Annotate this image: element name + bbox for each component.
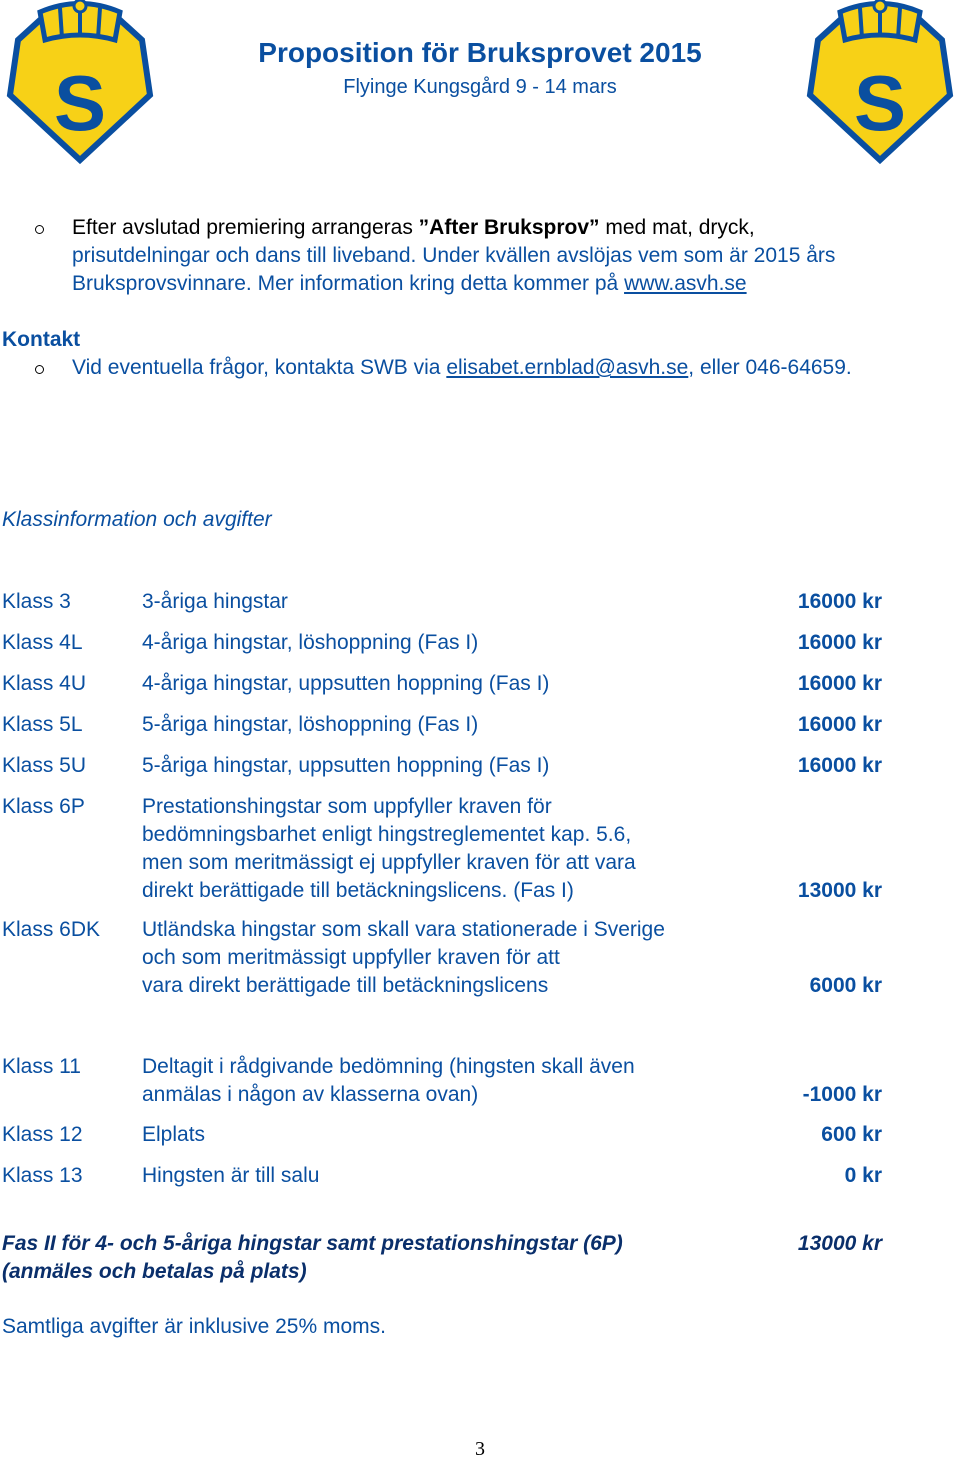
intro-line-2: prisutdelningar och dans till liveband. Under kvällen avslöjas vem som är 2015 års bbox=[72, 244, 836, 267]
class-description: vara direkt berättigade till betäckningslicens bbox=[142, 974, 549, 997]
fas-ii-line-2: (anmäles och betalas på plats) bbox=[2, 1260, 307, 1283]
page-title: Proposition för Bruksprovet 2015 bbox=[258, 37, 702, 68]
fas-ii-fee: 13000 kr bbox=[797, 1232, 882, 1255]
class-description: Elplats bbox=[142, 1123, 206, 1146]
intro-text: Bruksprovsvinnare. Mer information kring detta kommer på bbox=[72, 272, 625, 295]
intro-text: Efter avslutad premiering arrangeras bbox=[72, 216, 419, 239]
class-description: direkt berättigade till betäckningslicens. (Fas I) bbox=[142, 879, 574, 902]
contact-text: Vid eventuella frågor, kontakta SWB via bbox=[72, 356, 447, 379]
class-fee: 0 kr bbox=[844, 1164, 882, 1187]
vat-note: Samtliga avgifter är inklusive 25% moms. bbox=[2, 1315, 386, 1338]
class-description: och som meritmässigt uppfyller kraven för att bbox=[142, 946, 560, 969]
class-fee: 16000 kr bbox=[797, 754, 882, 777]
class-fee: 13000 kr bbox=[797, 879, 882, 902]
class-name: Klass 5L bbox=[2, 713, 83, 736]
contact-line bbox=[72, 354, 852, 382]
class-fee: 6000 kr bbox=[809, 974, 882, 997]
page-number: 3 bbox=[475, 1438, 485, 1460]
class-fee: 16000 kr bbox=[797, 631, 882, 654]
bullet-icon bbox=[35, 365, 44, 374]
class-fee: 16000 kr bbox=[797, 672, 882, 695]
intro-text: med mat, dryck, bbox=[599, 216, 755, 239]
class-description: 4-åriga hingstar, uppsutten hoppning (Fas I) bbox=[142, 672, 550, 695]
fas-ii-line-1: Fas II för 4- och 5-åriga hingstar samt prestationshingstar (6P) bbox=[2, 1232, 623, 1255]
svg-text:S: S bbox=[853, 59, 907, 147]
class-name: Klass 11 bbox=[2, 1055, 81, 1078]
intro-line-1 bbox=[72, 214, 755, 242]
bullet-icon bbox=[35, 225, 44, 234]
class-fee: 16000 kr bbox=[797, 590, 882, 613]
class-description: 4-åriga hingstar, löshoppning (Fas I) bbox=[142, 631, 479, 654]
class-info-heading: Klassinformation och avgifter bbox=[2, 508, 272, 531]
contact-heading: Kontakt bbox=[2, 328, 81, 351]
class-name: Klass 13 bbox=[2, 1164, 83, 1187]
class-name: Klass 6P bbox=[2, 795, 85, 818]
class-name: Klass 4U bbox=[2, 672, 87, 695]
class-name: Klass 3 bbox=[2, 590, 71, 613]
class-description: Prestationshingstar som uppfyller kraven för bbox=[142, 795, 552, 818]
class-row bbox=[0, 793, 960, 905]
svg-text:S: S bbox=[53, 59, 107, 147]
class-name: Klass 12 bbox=[2, 1123, 83, 1146]
class-description: 3-åriga hingstar bbox=[142, 590, 288, 613]
class-fee: -1000 kr bbox=[802, 1083, 882, 1106]
after-bruksprov-bold: ”After Bruksprov” bbox=[418, 216, 600, 239]
class-description: 5-åriga hingstar, uppsutten hoppning (Fas I) bbox=[142, 754, 550, 777]
asvh-link[interactable]: www.asvh.se bbox=[624, 272, 747, 295]
page-subtitle: Flyinge Kungsgård 9 - 14 mars bbox=[343, 76, 617, 98]
class-fee: 600 kr bbox=[821, 1123, 882, 1146]
email-link[interactable]: elisabet.ernblad@asvh.se bbox=[446, 356, 689, 379]
class-description: anmälas i någon av klasserna ovan) bbox=[142, 1083, 479, 1106]
class-description: 5-åriga hingstar, löshoppning (Fas I) bbox=[142, 713, 479, 736]
class-description: Utländska hingstar som skall vara stationerade i Sverige bbox=[142, 918, 665, 941]
class-description: Deltagit i rådgivande bedömning (hingsten skall även bbox=[142, 1055, 635, 1078]
contact-phone-text: , eller 046-64659. bbox=[688, 356, 852, 379]
fas-ii-note bbox=[2, 1230, 722, 1286]
class-name: Klass 5U bbox=[2, 754, 87, 777]
class-fee: 16000 kr bbox=[797, 713, 882, 736]
intro-line-3 bbox=[72, 270, 747, 298]
class-description: men som meritmässigt ej uppfyller kraven för att vara bbox=[142, 851, 636, 874]
class-name: Klass 6DK bbox=[2, 918, 101, 941]
class-description: bedömningsbarhet enligt hingstreglementet kap. 5.6, bbox=[142, 823, 632, 846]
class-name: Klass 4L bbox=[2, 631, 83, 654]
class-row bbox=[0, 916, 960, 1000]
class-row bbox=[0, 1053, 960, 1109]
class-description: Hingsten är till salu bbox=[142, 1164, 320, 1187]
